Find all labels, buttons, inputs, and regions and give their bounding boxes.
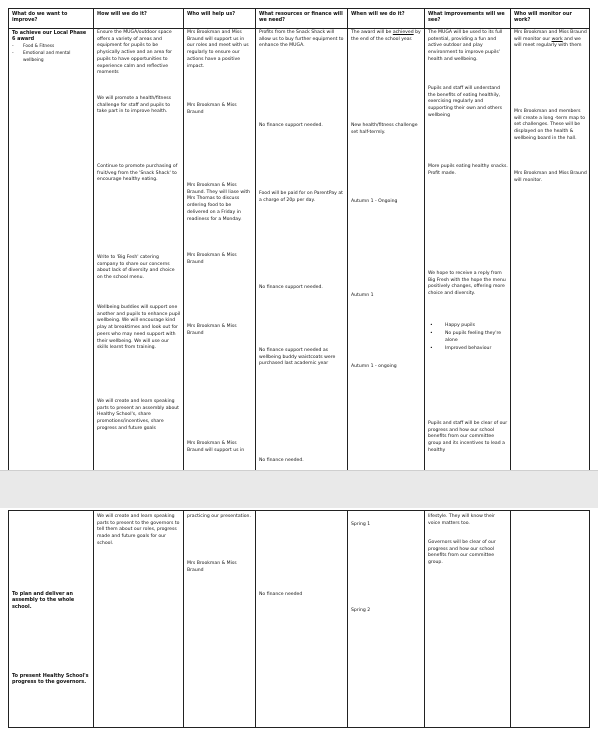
column-divider — [424, 9, 511, 470]
timing-text: New health/fitness challenge set half-termly. — [351, 123, 418, 135]
bullet-marker: • — [430, 346, 433, 351]
action-text: We will create and learn speaking parts to present an assembly about Healthy School's, share promotions/incentives, share progress and future goals — [97, 399, 179, 431]
resource-text: Food will be paid for on ParentPay at a charge of 20p per day. — [259, 191, 343, 203]
resource-text: No finance support needed as wellbeing buddy waistcoats were purchased last academic year — [259, 348, 336, 367]
improvement-text: The MUGA will be used to its full potential, providing a fun and active outdoor and play environment to improve pupils' health and wellbeing. — [428, 30, 503, 62]
monitor-text: Mrs Brookman and Miss Braund will monitor. — [514, 171, 587, 183]
goal-text: To plan and deliver an assembly to the whole school. — [12, 591, 75, 610]
helper-text: Mrs Brookman & Miss Braund — [187, 561, 237, 573]
bullet-marker: - — [12, 44, 14, 49]
header-improvements: What improvements will we see? — [428, 11, 505, 24]
header-who-help: Who will help us? — [187, 11, 236, 17]
column-divider — [255, 9, 348, 470]
improvement-text: lifestyle. They will know their voice matters too. — [428, 514, 496, 526]
column-divider — [183, 511, 256, 727]
action-text: Write to 'Big Fesh' catering company to share our concerns about lack of diversity and choice on the school menu. — [97, 255, 175, 281]
bullet-marker: • — [430, 331, 433, 336]
column-divider — [347, 9, 425, 470]
column-divider — [510, 9, 590, 470]
timing-text: Autumn 1 - Ongoing — [351, 199, 398, 204]
column-divider — [9, 9, 94, 470]
timing-text: Spring 2 — [351, 608, 371, 613]
resource-text: No finance needed. — [259, 458, 304, 463]
improvement-text: Pupils and staff will be clear of our progress and how our school benefits from our committee group and its incentives to lead a healthy — [428, 421, 508, 453]
header-improve: What do we want to improve? — [12, 11, 68, 24]
header-resources: What resources or finance will we need? — [259, 11, 343, 24]
improvement-list-item: Happy pupils — [445, 323, 475, 328]
monitor-text: Mrs Brookman and members will create a long -term map to set challenges. These will be displayed on the health & wellbeing board in the hall. — [514, 109, 586, 141]
action-text: We will promote a health/fitness challenge for staff and pupils to take part in to improve health. — [97, 96, 172, 115]
timing-text: Autumn 1 — [351, 293, 374, 298]
column-divider — [347, 511, 425, 727]
action-text: Wellbeing buddies will support one another and pupils to enhance pupil wellbeing. We will encourage kind play at breaktimes and look out for peers who may need support with their wellbeing. We will use our skills learnt from training. — [97, 305, 181, 351]
column-divider — [183, 9, 256, 470]
monitor-text: Mrs Brookman and Miss Braund will monitor our work and we will meet regularly with them — [514, 30, 587, 49]
resource-text: No finance support needed. — [259, 285, 323, 290]
action-text: Ensure the MUGA/outdoor space offers a variety of areas and equipment for pupils to be physically active and an area for pupils to have opportunities to experience calm and reflective moments — [97, 30, 173, 76]
helper-text: Mrs Brookman & Miss Braund — [187, 253, 237, 265]
goal-text: To present Healthy School's progress to the governors. — [12, 673, 89, 686]
helper-text: Mrs Brookman & Miss Braund — [187, 324, 237, 336]
timing-text: The award will be achieved by the end of the school year. — [351, 30, 421, 42]
header-when: When will we do it? — [351, 11, 405, 17]
column-divider — [255, 511, 348, 727]
header-monitor: Who will monitor our work? — [514, 11, 572, 24]
timing-text: Spring 1 — [351, 522, 371, 527]
goal-list-item: Food & Fitness — [23, 44, 55, 49]
improvement-text: We hope to receive a reply from Big Fresh with the hope the menu positively changes, offering more choice and diversity. — [428, 271, 506, 297]
helper-text: Mrs Brookman & Miss Braund. They will liase with Mrs Thomas to discuss ordering food to be delivered on a Friday in readiness for a Monday. — [187, 183, 251, 222]
goal-text: To achieve our Local Phase 6 award — [12, 30, 87, 43]
page-gap — [0, 470, 598, 510]
resource-text: No finance needed — [259, 592, 303, 597]
column-divider — [9, 511, 94, 727]
helper-text: Mrs Brookman & Miss Braund — [187, 103, 237, 115]
action-plan-table-continued — [8, 510, 590, 728]
helper-text: Mrs Brookman & Miss Braund will support us in — [187, 441, 245, 453]
improvement-text: Pupils and staff will understand the benefits of eating healthily, exercising regularly and supporting their own and others wellbeing — [428, 86, 503, 118]
improvement-text: More pupils eating healthy snacks. Profit made. — [428, 164, 508, 176]
page-two — [0, 508, 598, 730]
improvement-text: Governors will be clear of our progress and how our school benefits from our committee group. — [428, 540, 496, 566]
resource-text: Profits from the Snack Shack will allow us to buy further equipment to enhance the MUGA. — [259, 30, 344, 49]
action-plan-table — [8, 8, 590, 470]
action-text: Continue to promote purchasing of fruit/veg from the 'Snack Shack' to encourage healthy eating. — [97, 164, 178, 183]
improvement-list-item: Improved behaviour — [445, 346, 492, 351]
column-divider — [510, 511, 590, 727]
header-how: How will we do it? — [97, 11, 147, 17]
action-text: We will create and learn speaking parts to present to the governors to tell them about our roles, progress made and future goals for our school. — [97, 514, 180, 546]
timing-text: Autumn 1 - ongoing — [351, 364, 397, 369]
helper-text: practicing our presentation. — [187, 514, 251, 519]
bullet-marker: • — [430, 323, 433, 328]
header-divider — [9, 28, 590, 29]
resource-text: No finance support needed. — [259, 123, 323, 128]
improvement-list-item: No pupils feeling they're alone — [445, 331, 502, 343]
helper-text: Mrs Brookman and Miss Braund will support us in our roles and meet with us regularly to ensure our actions have a positive impact. — [187, 30, 249, 69]
bullet-marker: - — [12, 51, 14, 56]
goal-list-item: Emotional and mental wellbeing — [23, 51, 71, 63]
